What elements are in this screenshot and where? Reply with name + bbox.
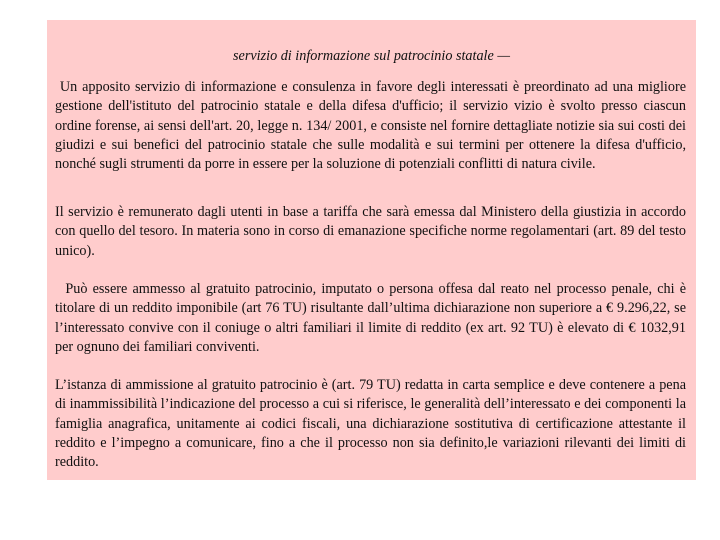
content-box xyxy=(47,20,696,480)
paragraph-remuneration: Il servizio è remunerato dagli utenti in base a tariffa che sarà emessa dal Ministero della giustizia in accordo con quello del tesoro. In materia sono in corso di emanazione specifiche norme regolamentari (art. 89 del testo unico). xyxy=(55,204,686,259)
paragraph-eligibility: Può essere ammesso al gratuito patrocinio, imputato o persona offesa dal reato nel processo penale, chi è titolare di un reddito imponibile (art 76 TU) risultante dall’ultima dichiarazione non superiore a € 9.296,22, se l’interessato convive con il coniuge o altri familiari il limite di reddito (ex art. 92 TU) è elevato di € 1032,91 per ognuno dei familiari conviventi. xyxy=(55,281,690,355)
paragraph-application: L’istanza di ammissione al gratuito patrocinio è (art. 79 TU) redatta in carta semplice e deve contenere a pena di inammissibilità l’indicazione del processo a cui si riferisce, le generalità dell’interessato e dei componenti la famiglia anagrafica, unitamente ai codici fiscali, una dichiarazione sostitutiva di certificazione attestante il reddito e l’impegno a comunicare, fino a che il processo non sia definito,le variazioni rilevanti dei limiti di reddito. xyxy=(55,377,686,471)
slide-title: servizio di informazione sul patrocinio statale — xyxy=(233,48,510,64)
paragraph-information-service: Un apposito servizio di informazione e consulenza in favore degli interessati è preordinato ad una migliore gestione dell'istituto del patrocinio statale e della difesa d'ufficio; il servizio vizio è svolto presso ciascun ordine forense, ai sensi dell'art. 20, legge n. 134/ 2001, e consiste nel fornire dettagliate notizie sia sui costi dei giudizi e sui benefici del patrocinio statale che sulle modalità e sui termini per ottenere la difesa d'ufficio, nonché sugli strumenti da porre in essere per la soluzione di potenziali conflitti di natura civile. xyxy=(55,79,690,173)
